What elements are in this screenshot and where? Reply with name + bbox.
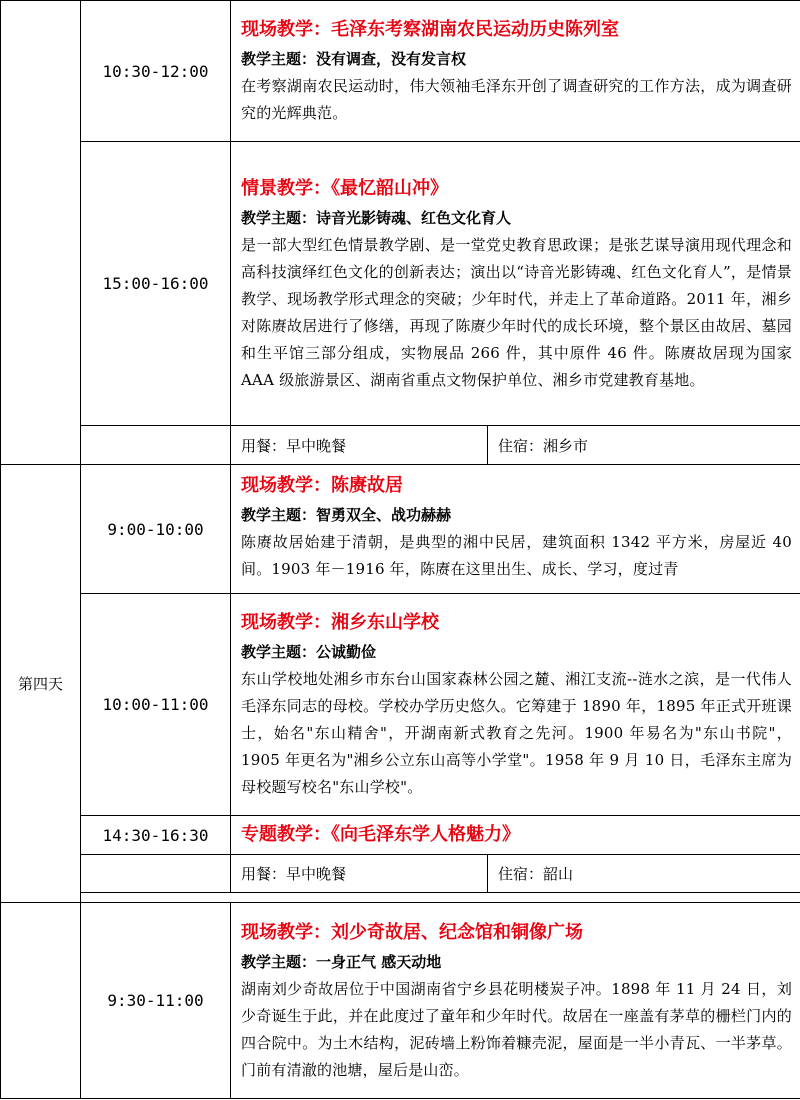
meal-cell: 用餐：早中晚餐 [231, 855, 488, 893]
session-description: 湖南刘少奇故居位于中国湖南省宁乡县花明楼炭子冲。1898 年 11 月 24 日，刘少奇诞生于此，并在此度过了童年和少年时代。故居在一座盖有茅草的栅栏门内的四合院中。为土木结构，泥砖墙上粉饰着糠壳泥，屋面是一半小青瓦、一半茅草。门前有清澈的池塘，屋后是山峦。 [241, 979, 793, 1079]
session-description: 陈赓故居始建于清朝，是典型的湘中民居，建筑面积 1342 平方米，房屋近 40 间。1903 年－1916 年，陈赓在这里出生、成长、学习，度过青 [241, 532, 793, 578]
session-title: 情景教学：《最忆韶山冲》 [241, 177, 448, 199]
day-cell-next [1, 903, 81, 1099]
time-cell: 9:00-10:00 [81, 465, 231, 594]
session-title: 专题教学：《向毛泽东学人格魅力》 [241, 824, 520, 845]
table-row [1, 816, 800, 855]
session-theme: 教学主题：公诚勤俭 [241, 643, 377, 661]
lodging-cell: 住宿：湘乡市 [488, 426, 800, 465]
content-cell [231, 816, 800, 855]
day-label: 第四天 [1, 465, 81, 903]
session-description: 东山学校地处湘乡市东台山国家森林公园之麓、湘江支流--涟水之滨，是一代伟人毛泽东同志的母校。学校办学历史悠久。它筹建于 1890 年，1895 年正式开班课士，始名"东山精舍"，开湖南新式教育之先河。1900 年易名为"东山书院"，1905 年更名为"湘乡公立东山高等小学堂"。1958 年 9 月 10 日，毛泽东主席为母校题写校名"东山学校"。 [241, 670, 793, 796]
meal-cell: 用餐：早中晚餐 [231, 426, 488, 465]
content-cell [231, 594, 800, 816]
time-cell: 14:30-16:30 [81, 816, 231, 855]
time-cell: 9:30-11:00 [81, 903, 231, 1099]
table-row [1, 903, 800, 1099]
session-theme: 教学主题：智勇双全、战功赫赫 [241, 505, 452, 524]
table-row [1, 142, 800, 426]
content-cell [231, 465, 800, 594]
table-row [1, 1, 800, 142]
empty-time-cell [81, 426, 231, 465]
table-row [1, 893, 800, 903]
day-cell-previous [1, 1, 81, 465]
content-cell [231, 142, 800, 426]
session-title: 现场教学：湘乡东山学校 [241, 612, 439, 633]
table-row [1, 855, 800, 893]
session-theme: 教学主题：没有调查，没有发言权 [241, 50, 467, 68]
time-cell: 10:30-12:00 [81, 1, 231, 142]
session-theme: 教学主题：诗音光影铸魂、红色文化育人 [241, 208, 512, 227]
session-title: 现场教学：刘少奇故居、纪念馆和铜像广场 [241, 921, 583, 943]
session-title: 现场教学：毛泽东考察湖南农民运动历史陈列室 [241, 19, 619, 40]
table-row [1, 465, 800, 594]
session-theme: 教学主题：一身正气 感天动地 [241, 952, 442, 971]
time-cell: 10:00-11:00 [81, 594, 231, 816]
empty-time-cell [81, 855, 231, 893]
table-row [1, 426, 800, 465]
table-row [1, 594, 800, 816]
session-title: 现场教学：陈赓故居 [241, 474, 403, 496]
session-description: 在考察湖南农民运动时，伟大领袖毛泽东开创了调查研究的工作方法，成为调查研究的光辉典范。 [241, 77, 793, 122]
time-cell: 15:00-16:00 [81, 142, 231, 426]
content-cell [231, 903, 800, 1099]
session-description: 是一部大型红色情景教学剧、是一堂党史教育思政课；是张艺谋导演用现代理念和高科技演绎红色文化的创新表达；演出以“诗音光影铸魂、红色文化育人”，是情景教学、现场教学形式理念的突破；少年时代，并走上了革命道路。2011 年，湘乡对陈赓故居进行了修缮，再现了陈赓少年时代的成长环境，整个景区由故居、墓园和生平馆三部分组成，实物展品 266 件，其中原件 46 件。陈赓故居现为国家 AAA 级旅游景区、湖南省重点文物保护单位、湘乡市党建教育基地。 [241, 235, 793, 389]
lodging-cell: 住宿：韶山 [488, 855, 800, 893]
content-cell [231, 1, 800, 142]
